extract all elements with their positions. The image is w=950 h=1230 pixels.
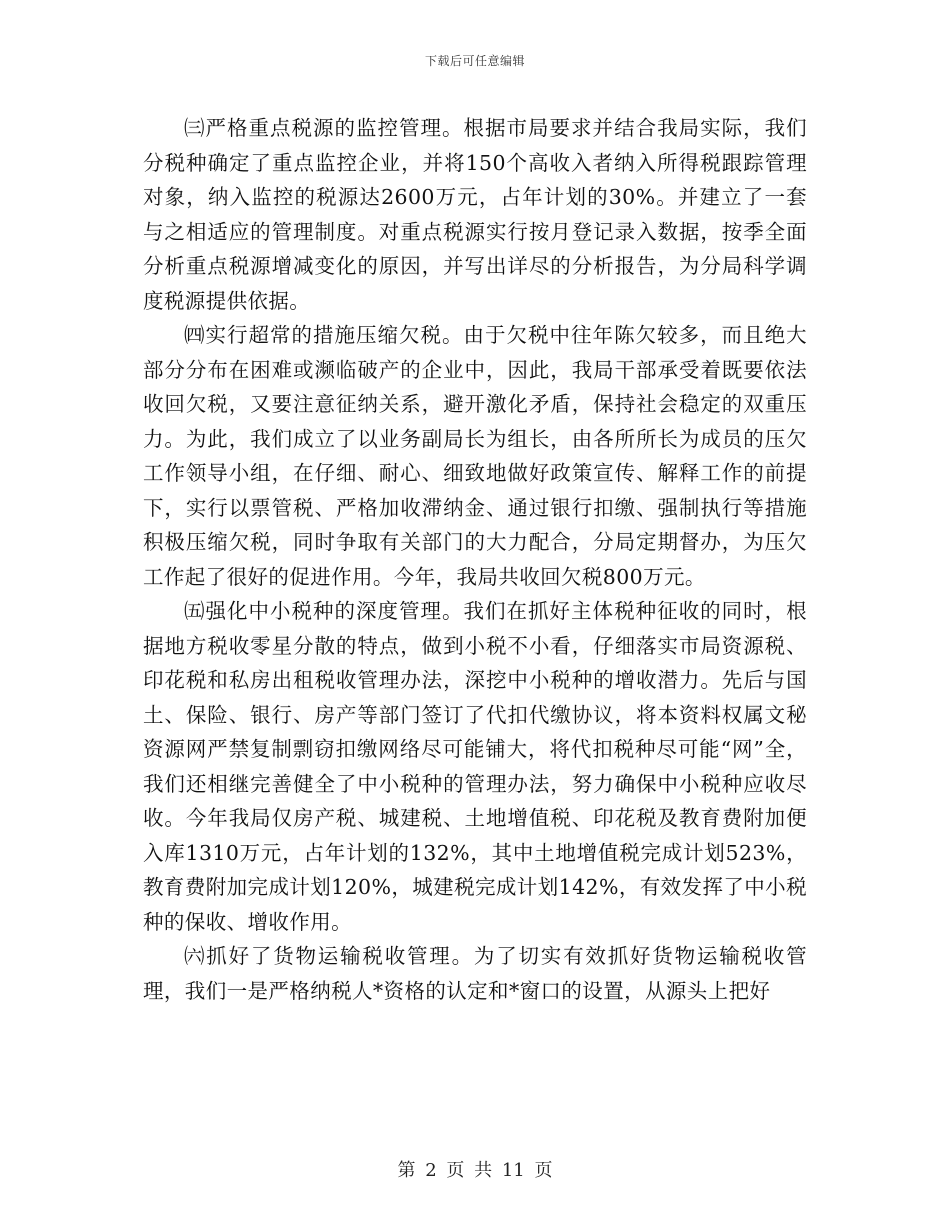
page-header-note: 下载后可任意编辑 [424, 54, 525, 68]
paragraph-freight-tax-management: ㈥抓好了货物运输税收管理。为了切实有效抓好货物运输税收管理，我们一是严格纳税人*资格的认定和*窗口的设置，从源头上把好 [143, 944, 807, 1003]
document-body [143, 111, 807, 1008]
page-number-footer: 第 2 页 共 11 页 [397, 1160, 553, 1181]
paragraph-reduce-tax-arrears: ㈣实行超常的措施压缩欠税。由于欠税中往年陈欠较多，而且绝大部分分布在困难或濒临破产的企业中，因此，我局干部承受着既要依法收回欠税，又要注意征纳关系，避开激化矛盾，保持社会稳定的双重压力。为此，我们成立了以业务副局长为组长，由各所所长为成员的压欠工作领导小组，在仔细、耐心、细致地做好政策宣传、解释工作的前提下，实行以票管税、严格加收滞纳金、通过银行扣缴、强制执行等措施积极压缩欠税，同时争取有关部门的大力配合，分局定期督办，为压欠工作起了很好的促进作用。今年，我局共收回欠税800万元。 [143, 323, 807, 589]
paragraph-small-tax-management: ㈤强化中小税种的深度管理。我们在抓好主体税种征收的同时，根据地方税收零星分散的特点，做到小税不小看，仔细落实市局资源税、印花税和私房出租税收管理办法，深挖中小税种的增收潜力。先后与国土、保险、银行、房产等部门签订了代扣代缴协议，将本资料权属文秘资源网严禁复制剽窃扣缴网络尽可能铺大，将代扣税种尽可能“网”全，我们还相继完善健全了中小税种的管理办法，努力确保中小税种应收尽收。今年我局仅房产税、城建税、土地增值税、印花税及教育费附加便入库1310万元，占年计划的132%，其中土地增值税完成计划523%，教育费附加完成计划120%，城建税完成计划142%，有效发挥了中小税种的保收、增收作用。 [143, 599, 807, 934]
paragraph-key-tax-source-monitoring: ㈢严格重点税源的监控管理。根据市局要求并结合我局实际，我们分税种确定了重点监控企业，并将150个高收入者纳入所得税跟踪管理对象，纳入监控的税源达2600万元，占年计划的30%。并建立了一套与之相适应的管理制度。对重点税源实行按月登记录入数据，按季全面分析重点税源增减变化的原因，并写出详尽的分析报告，为分局科学调度税源提供依据。 [143, 116, 807, 313]
